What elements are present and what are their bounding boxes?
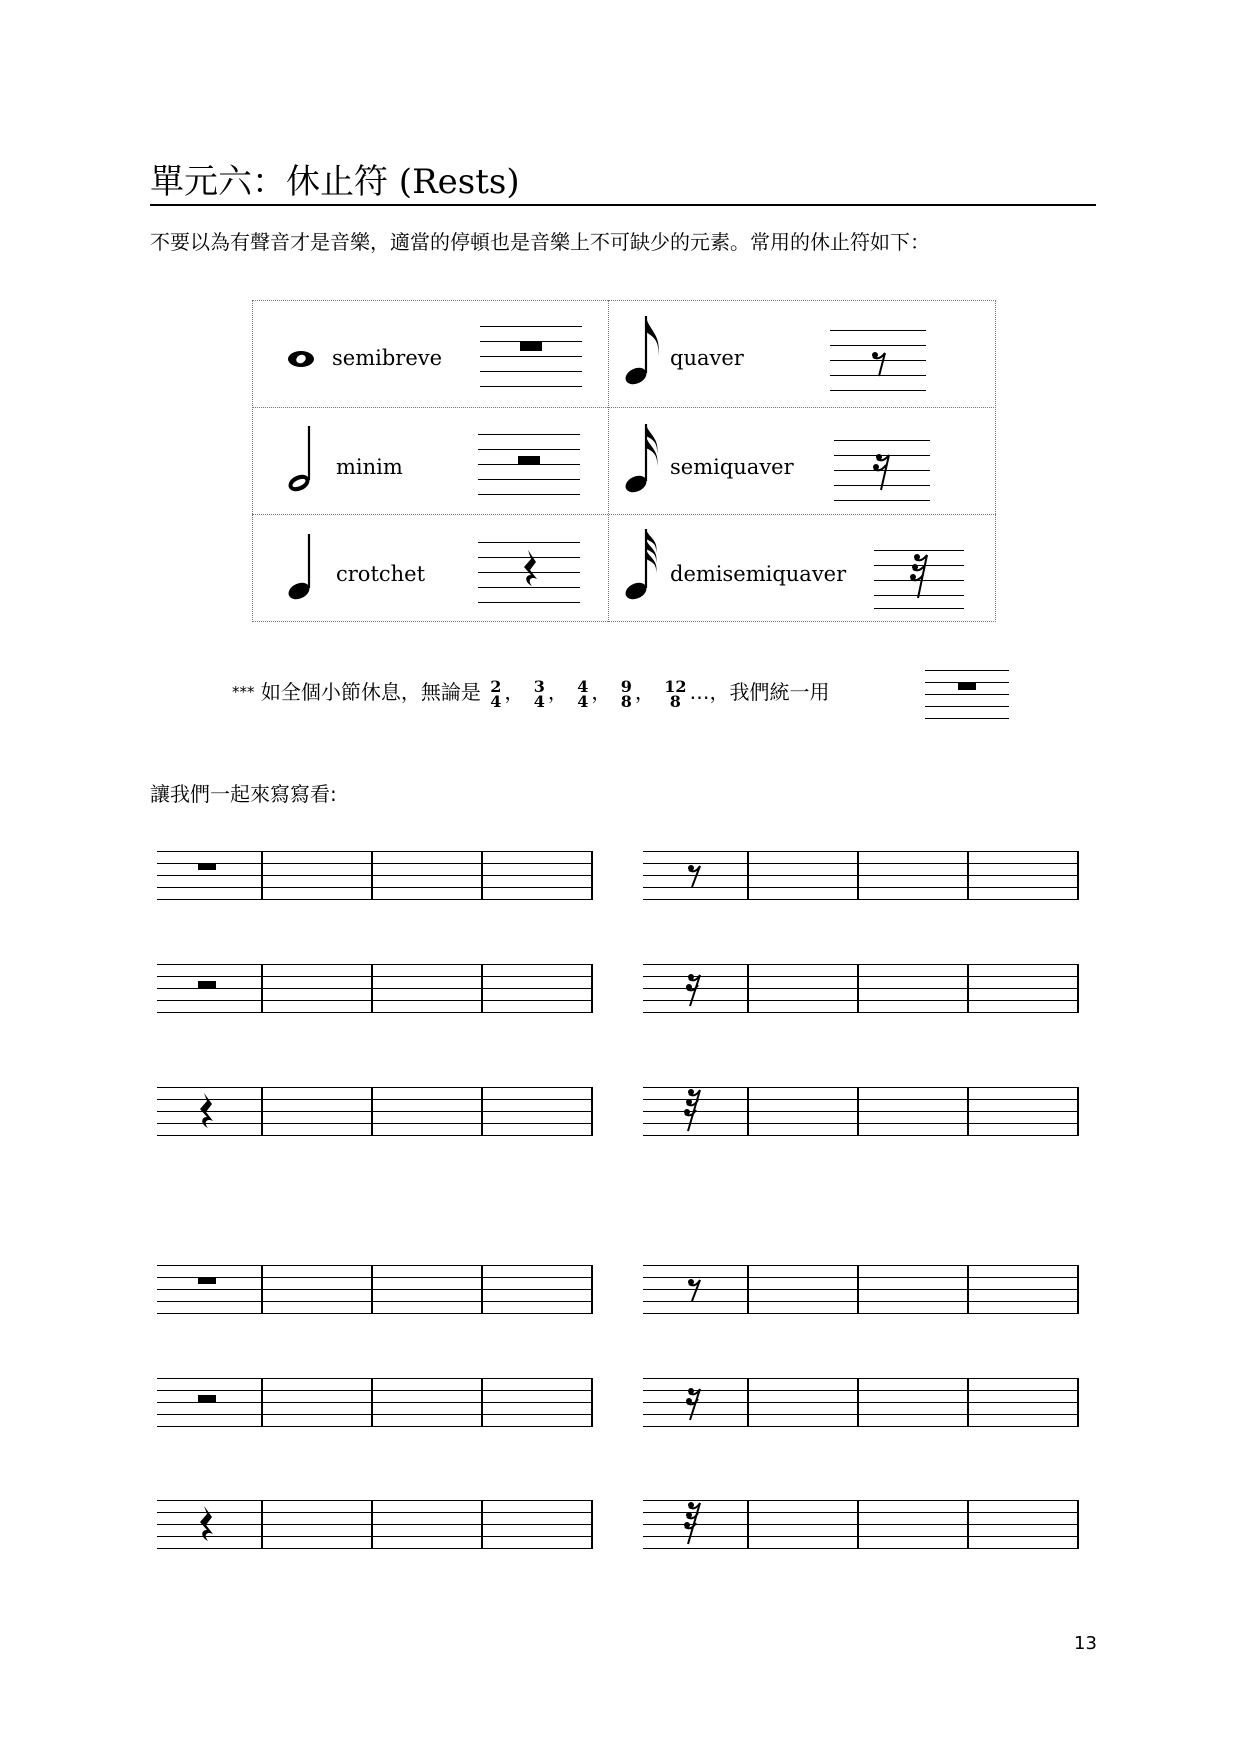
minim-rest-icon	[198, 981, 216, 988]
exercise-heading: 讓我們一起來寫寫看:	[150, 782, 337, 806]
semiquaver-rest-icon	[686, 974, 700, 1006]
practice-staff-right	[643, 1378, 1078, 1427]
ellipsis: …	[689, 680, 710, 704]
semibreve-rest-icon	[198, 1277, 216, 1284]
rest-name-semibreve: semibreve	[332, 346, 443, 370]
time-signature: 12 8	[664, 676, 687, 711]
separator: ，	[634, 680, 655, 704]
demisemiquaver-rest-icon	[684, 1502, 700, 1544]
practice-staff-left	[157, 851, 592, 900]
page-title: 單元六：休止符 (Rests)	[150, 162, 520, 202]
time-signature: 4 4	[577, 676, 589, 711]
semiquaver-rest-icon	[686, 1388, 700, 1420]
crotchet-rest-icon	[200, 1093, 213, 1128]
time-signature: 2 4	[490, 676, 502, 711]
separator: ，	[591, 680, 612, 704]
demisemiquaver-rest-icon	[684, 1089, 700, 1131]
note-text-after: ，我們統一用	[709, 680, 830, 704]
rest-name-demisemiquaver: demisemiquaver	[670, 562, 847, 586]
practice-staff-left	[157, 964, 592, 1013]
page-number: 13	[1074, 1633, 1097, 1654]
practice-staff-right	[643, 851, 1078, 900]
practice-staff-right	[643, 1265, 1078, 1314]
practice-staff-left	[157, 1500, 592, 1549]
separator: ，	[504, 680, 525, 704]
rest-name-quaver: quaver	[670, 346, 744, 370]
rest-name-semiquaver: semiquaver	[670, 455, 794, 479]
practice-staff-right	[643, 964, 1078, 1013]
rest-name-crotchet: crotchet	[336, 562, 426, 586]
separator: ，	[547, 680, 568, 704]
note-text-before: 如全個小節休息，無論是	[260, 680, 481, 704]
practice-staff-left	[157, 1087, 592, 1136]
time-signature: 3 4	[533, 676, 545, 711]
practice-staff-left	[157, 1378, 592, 1427]
practice-staff-right	[643, 1500, 1078, 1549]
minim-rest-icon	[198, 1395, 216, 1402]
rest-name-minim: minim	[336, 455, 403, 479]
crotchet-rest-icon	[200, 1506, 213, 1541]
practice-staff-left	[157, 1265, 592, 1314]
practice-staff-right	[643, 1087, 1078, 1136]
semibreve-rest-icon	[198, 863, 216, 870]
intro-paragraph: 不要以為有聲音才是音樂，適當的停頓也是音樂上不可缺少的元素。常用的休止符如下：	[150, 230, 930, 254]
time-signature: 9 8	[620, 676, 632, 711]
note-marker: ***	[232, 683, 255, 701]
